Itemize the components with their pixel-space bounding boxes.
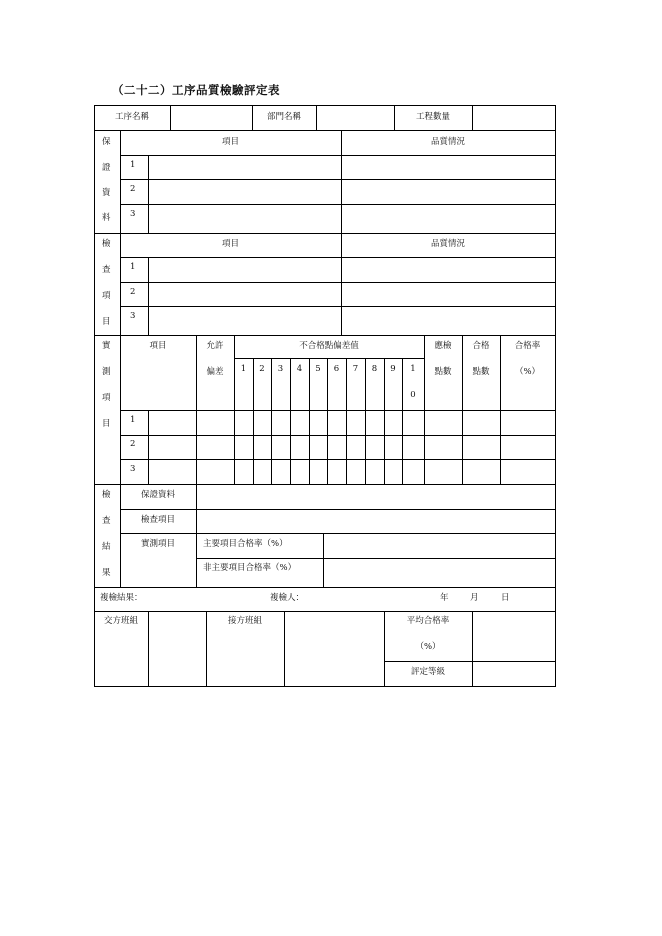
guarantee-row-number: 1 (130, 160, 136, 170)
process-name-label: 工序名稱 (114, 112, 149, 122)
deviation-col-number: 9 (390, 364, 396, 374)
row-line (120, 155, 555, 156)
row-line (384, 661, 555, 662)
table-border-left (94, 105, 95, 687)
pass-rate-header-1: 合格率 (514, 341, 541, 351)
qualified-points-header-2: 點數 (472, 367, 490, 377)
deviation-col-number-10-a: 1 (410, 364, 416, 374)
inspection-row-number: 2 (130, 287, 136, 297)
deviation-col-number: 7 (352, 364, 359, 374)
col-line (284, 611, 285, 686)
guarantee-row-number: 2 (130, 184, 136, 194)
row-line (120, 435, 555, 436)
col-line (234, 335, 235, 484)
receive-team-label: 接方班組 (227, 616, 262, 626)
result-side-label-2: 查 (102, 516, 111, 526)
non-main-items-pass-rate-label: 非主要項目合格率（%） (203, 563, 297, 573)
project-qty-label: 工程數量 (415, 112, 450, 122)
row-line (94, 484, 555, 485)
average-pass-rate-unit: （%） (415, 642, 441, 652)
recheck-year-label: 年 (440, 593, 449, 603)
measured-row-number: 1 (130, 415, 136, 425)
inspection-item-header: 項目 (221, 239, 239, 249)
recheck-day-label: 日 (501, 593, 510, 603)
result-side-label-1: 檢 (102, 490, 111, 500)
result-side-label-3: 結 (102, 542, 111, 552)
guarantee-side-label-4: 料 (102, 213, 111, 223)
deviation-col-number: 8 (371, 364, 378, 374)
col-line (462, 335, 463, 484)
col-line (290, 358, 291, 484)
should-check-points-header-2: 點數 (434, 367, 452, 377)
should-check-points-header-1: 應檢 (434, 341, 452, 351)
row-line (120, 533, 555, 534)
col-line (472, 611, 473, 686)
recheck-result-label: 複檢結果： (100, 593, 143, 603)
row-line (120, 410, 555, 411)
deviation-col-number-10-b: 0 (410, 390, 416, 400)
deviation-col-number: 6 (333, 364, 340, 374)
measured-side-label-2: 測 (102, 367, 111, 377)
col-line (271, 358, 272, 484)
col-line (148, 611, 149, 686)
col-line (309, 358, 310, 484)
col-line (148, 410, 149, 484)
col-line (365, 358, 366, 484)
row-line (94, 335, 555, 336)
col-line (148, 155, 149, 233)
col-line (384, 358, 385, 484)
col-line (327, 358, 328, 484)
col-line (148, 257, 149, 335)
row-line (120, 282, 555, 283)
measured-side-label-3: 項 (102, 393, 111, 403)
process-name-value[interactable] (171, 106, 251, 130)
result-inspection-items-label: 檢查項目 (140, 515, 175, 525)
table-border-bottom (94, 686, 556, 687)
dept-name-value[interactable] (317, 106, 393, 130)
row-line (120, 204, 555, 205)
recheck-person-label: 複檢人： (270, 593, 305, 603)
deviation-col-number: 2 (259, 364, 265, 374)
allowed-deviation-header-1: 允許 (206, 341, 224, 351)
deviation-col-number: 3 (277, 364, 284, 374)
result-measured-items-label: 實測項目 (140, 539, 175, 549)
evaluation-grade-label: 評定等級 (410, 667, 445, 677)
dept-name-label: 部門名稱 (266, 112, 301, 122)
guarantee-item-header: 項目 (221, 137, 239, 147)
inspection-quality-header: 品質情況 (430, 239, 465, 249)
col-line (196, 335, 197, 484)
measured-side-label-1: 實 (102, 341, 111, 351)
row-line (94, 130, 555, 131)
row-line (234, 358, 424, 359)
measured-row-number: 3 (130, 464, 136, 474)
hand-over-team-label: 交方班組 (103, 616, 138, 626)
row-line (120, 509, 555, 510)
row-line (120, 306, 555, 307)
inspection-side-label-3: 項 (102, 291, 111, 301)
recheck-month-label: 月 (470, 593, 479, 603)
nonconforming-deviation-header: 不合格點偏差值 (299, 341, 359, 351)
allowed-deviation-header-2: 偏差 (206, 367, 224, 377)
qualified-points-header-1: 合格 (472, 341, 490, 351)
deviation-col-number: 1 (240, 364, 247, 374)
page-title: （二十二）工序品質檢驗評定表 (112, 83, 280, 97)
pass-rate-header-2: （%） (514, 367, 541, 377)
inspection-side-label-2: 查 (102, 265, 111, 275)
row-line (94, 233, 555, 234)
measured-item-header: 項目 (149, 341, 167, 351)
col-line (253, 358, 254, 484)
inspection-row-number: 1 (130, 262, 136, 272)
col-line (424, 335, 425, 484)
inspection-side-label-1: 檢 (102, 239, 111, 249)
row-line (94, 587, 555, 588)
guarantee-quality-header: 品質情況 (430, 137, 465, 147)
row-line (120, 257, 555, 258)
col-line (500, 335, 501, 484)
measured-row-number: 2 (130, 439, 136, 449)
col-line (402, 358, 403, 484)
main-items-pass-rate-label: 主要項目合格率（%） (203, 539, 288, 549)
row-line (196, 558, 555, 559)
row-line (94, 611, 555, 612)
guarantee-row-number: 3 (130, 209, 136, 219)
row-line (120, 459, 555, 460)
col-line (196, 484, 197, 587)
table-border-right (555, 105, 556, 687)
inspection-side-label-4: 目 (102, 317, 111, 327)
guarantee-side-label-3: 資 (102, 188, 111, 198)
col-line (323, 533, 324, 587)
result-side-label-4: 果 (102, 568, 111, 578)
inspection-form-table (94, 105, 555, 687)
inspection-row-number: 3 (130, 311, 136, 321)
average-pass-rate-label: 平均合格率 (406, 616, 450, 626)
col-line (346, 358, 347, 484)
result-guarantee-data-label: 保證資料 (140, 490, 175, 500)
guarantee-side-label-2: 證 (102, 163, 111, 173)
project-qty-value[interactable] (473, 106, 555, 130)
row-line (120, 179, 555, 180)
measured-side-label-4: 目 (102, 419, 111, 429)
deviation-col-number: 4 (296, 364, 303, 374)
guarantee-side-label-1: 保 (102, 137, 111, 147)
deviation-col-number: 5 (315, 364, 321, 374)
